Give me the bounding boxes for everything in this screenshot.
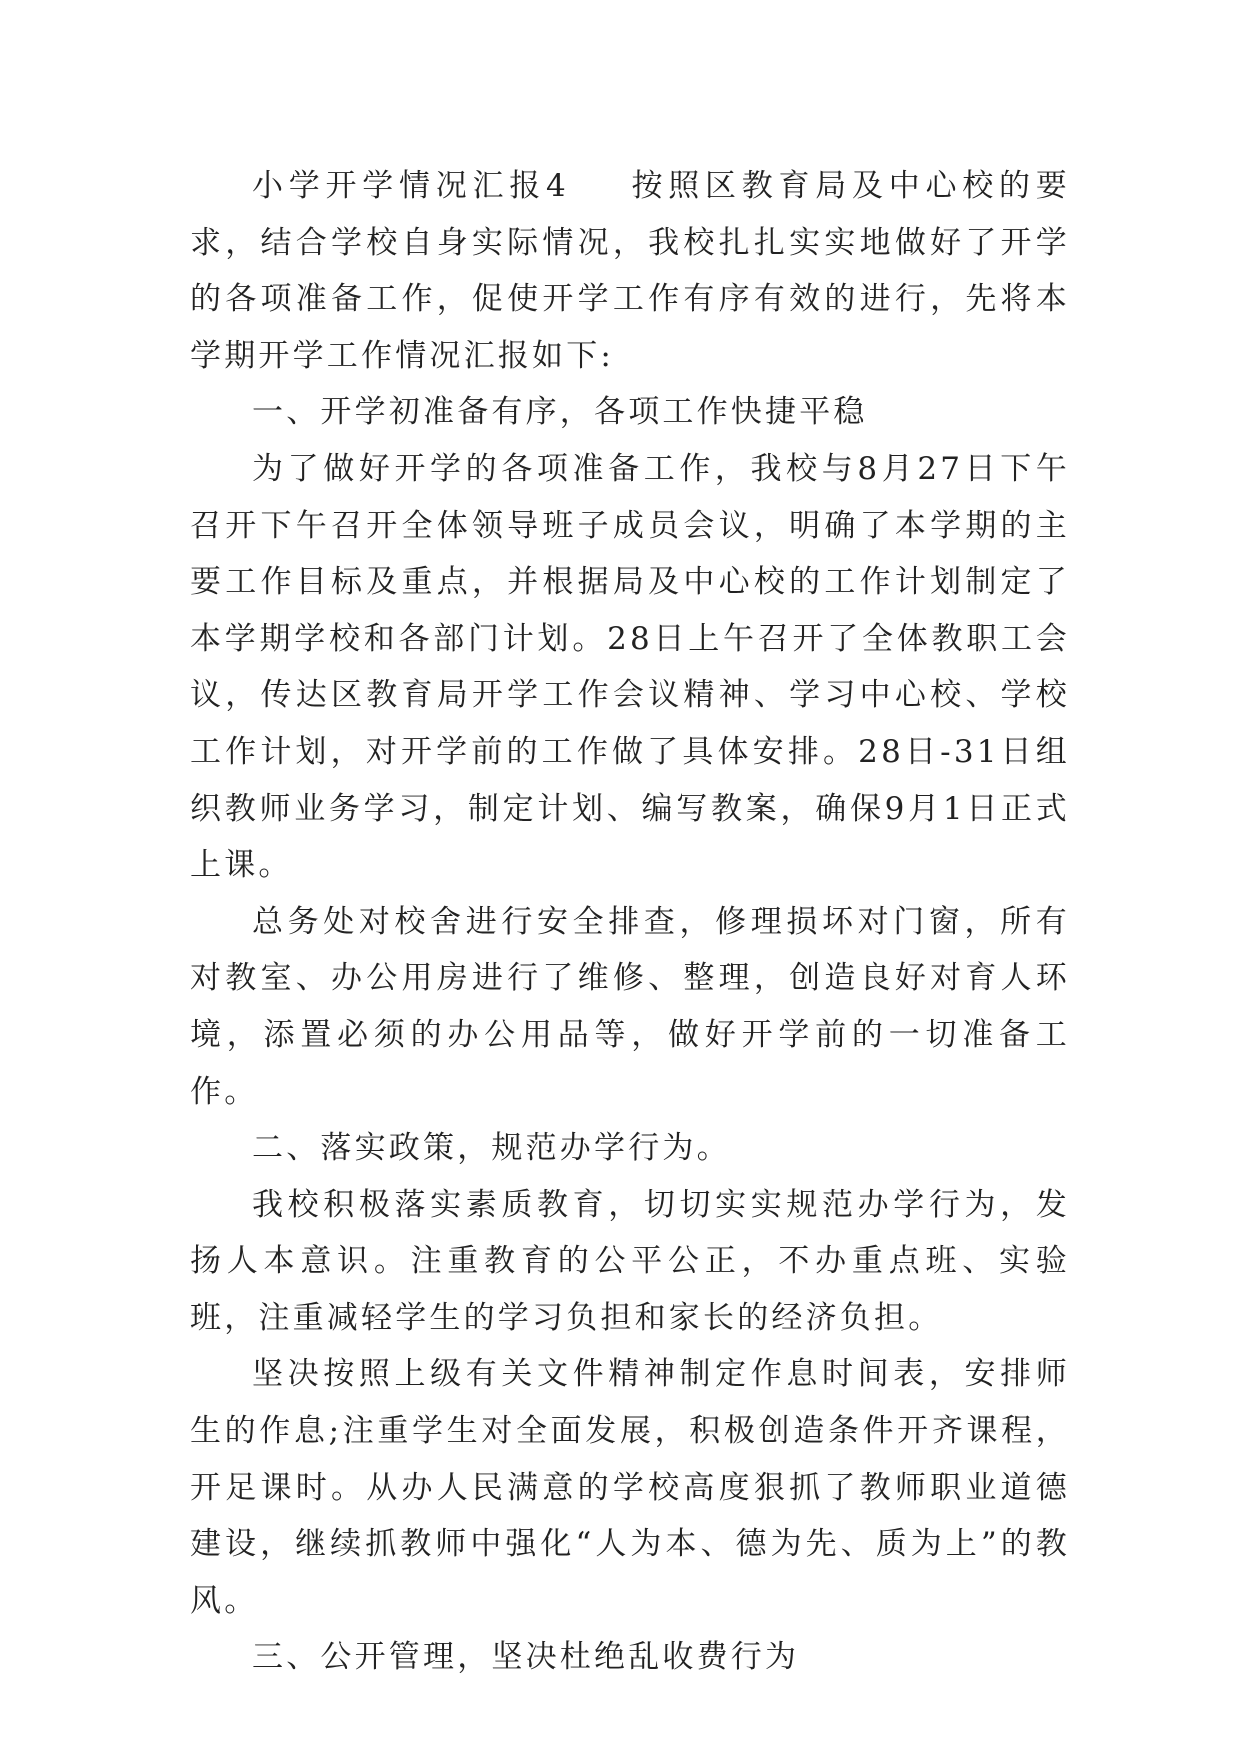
section-heading-1: 一、开学初准备有序，各项工作快捷平稳 [252,394,868,431]
section-heading-2: 二、落实政策，规范办学行为。 [252,1130,731,1167]
section-2-paragraph-2: 坚决按照上级有关文件精神制定作息时间表，安排师生的作息;注重学生对全面发展，积极创造条件开齐课程，开足课时。从办人民满意的学校高度狠抓了教师职业道德建设，继续抓教师中强化“人为本、德为先、质为上”的教风。 [190,1356,1070,1619]
intro-paragraph [190,158,1070,384]
section-2-paragraph-1: 我校积极落实素质教育，切切实实规范办学行为，发扬人本意识。注重教育的公平公正，不办重点班、实验班，注重减轻学生的学习负担和家长的经济负担。 [190,1186,1070,1336]
section-heading-3: 三、公开管理，坚决杜绝乱收费行为 [252,1639,800,1676]
document-title: 小学开学情况汇报4 [252,168,569,204]
section-1-paragraph-2: 总务处对校舍进行安全排查，修理损坏对门窗，所有对教室、办公用房进行了维修、整理，创造良好对育人环境，添置必须的办公用品等，做好开学前的一切准备工作。 [190,903,1070,1110]
document-body [190,158,1070,1686]
section-1-paragraph-1: 为了做好开学的各项准备工作，我校与8月27日下午召开下午召开全体领导班子成员会议，明确了本学期的主要工作目标及重点，并根据局及中心校的工作计划制定了本学期学校和各部门计划。28日上午召开了全体教职工会议，传达区教育局开学工作会议精神、学习中心校、学校工作计划，对开学前的工作做了具体安排。28日-31日组织教师业务学习，制定计划、编写教案，确保9月1日正式上课。 [190,450,1070,884]
intro-text: 按照区教育局及中心校的要求，结合学校自身实际情况，我校扎扎实实地做好了开学的各项准备工作，促使开学工作有序有效的进行，先将本学期开学工作情况汇报如下: [190,168,1070,374]
